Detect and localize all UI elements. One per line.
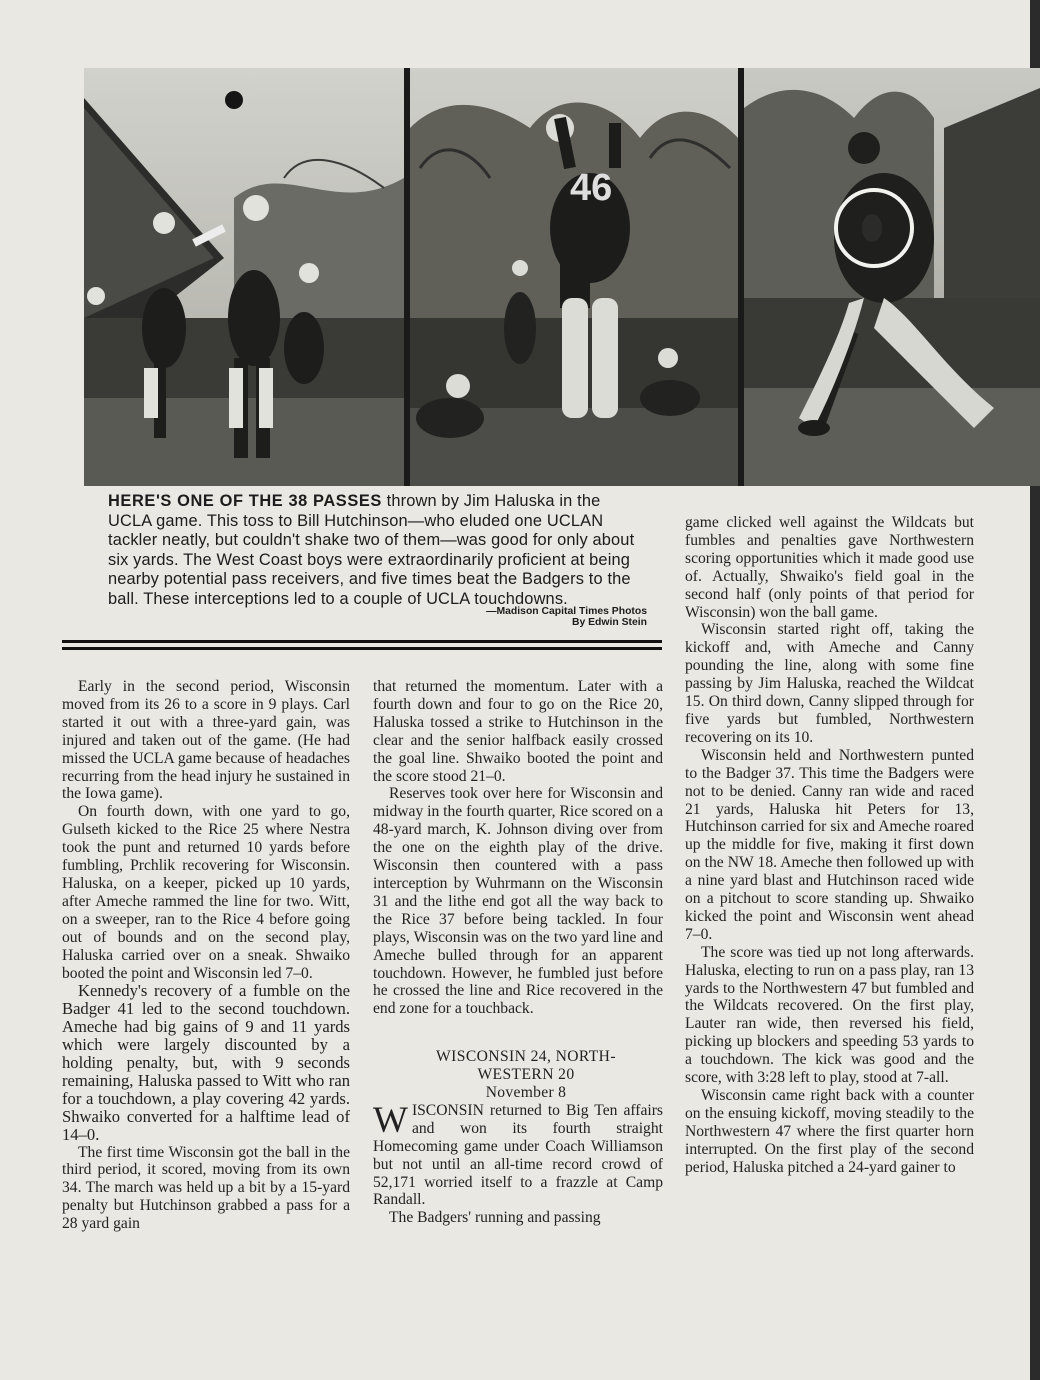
section-date: November 8 [485,1084,567,1102]
photo-caption [108,492,640,610]
section-heading-line2: WESTERN 20 [477,1066,575,1084]
article-column-2 [373,678,663,1227]
photo-receiver-catch [410,68,738,486]
paragraph: ISCONSIN returned to Big Ten affairs and won its fourth straight Homecoming game under Coach Williamson but not until an all-time record crowd of 52,171 worried itself to a frazzle at Camp Randall. [373,1101,663,1209]
paragraph: The first time Wisconsin got the ball in the third period, it scored, moving from its own 34. The march was held up a bit by a 15-yard penalty but Hutchinson grabbed a pass for a 28 yard gain [62,1143,350,1233]
paragraph: game clicked well against the Wildcats but fumbles and penalties gave Northwestern scoring opportunities which it made good use of. Actually, Shwaiko's field goal in the second half (only points of that period for Wisconsin) won the ball game. [685,514,974,621]
photo-circled-catch [744,68,1040,486]
article-column-3 [685,514,974,1177]
jersey-number: 46 [570,167,613,209]
photo-credit [447,606,647,628]
article-column-1 [62,678,350,1233]
paragraph: Wisconsin came right back with a counter on the ensuing kickoff, moving steadily to the Northwestern 47 where the first quarter horn interrupted. On the first play of the second period, Haluska pitched a 24-yard gainer to [685,1087,974,1176]
divider-rule-top [62,640,662,643]
paragraph: Wisconsin started right off, taking the kickoff and, with Ameche and Canny pounding the line, along with some fine passing by Jim Haluska, reached the Wildcat 15. On third down, Canny slipped through for five yards but fumbled, Northwestern recovering on its 10. [685,621,974,746]
paragraph: Reserves took over here for Wisconsin and midway in the fourth quarter, Rice scored on a 48-yard march, K. Johnson diving over from the one on the eighth play of the drive. Wisconsin then countered with a pass interception by Wuhrmann on the Wisconsin 31 and the lithe end got all the way back to the Rice 37 before being tackled. In four plays, Wisconsin was on the two yard line and Ameche bulled through for an apparent touchdown. However, he fumbled just before he crossed the line and Rice recovered in the end zone for a touchback. [373,785,663,1018]
paragraph: On fourth down, with one yard to go, Gulseth kicked to the Rice 25 where Nestra took the punt and returned 10 yards before fumbling, Prchlik recovering for Wisconsin. Haluska, on a keeper, picked up 10 yards, after Ameche rammed the line for two. Witt, on a sweeper, ran to the Rice 4 before going out of bounds and on the second play, Haluska carried over on a sneak. Shwaiko booted the point and Wisconsin led 7–0. [62,803,350,982]
photo-strip [84,68,1040,486]
paragraph: The score was tied up not long afterwards. Haluska, electing to run on a pass play, ran 13 yards to the Northwestern 47 but fumbled and the Wildcats recovered. On the first play, Lauter ran wide, then reversed his field, picking up blockers and speeding 53 yards to a touchdown. The kick was good and the score, with 3:28 left to play, stood at 7-all. [685,943,974,1087]
photo-credit-line1: —Madison Capital Times Photos [486,606,647,617]
caption-lead: HERE'S ONE OF THE 38 PASSES [108,492,382,510]
paragraph: Wisconsin held and Northwestern punted to the Badger 37. This time the Badgers were not to be denied. Canny ran wide and raced 21 yards, Haluska hit Peters for 13, Hutchinson carried for six and Ameche roared up the middle for five, making it first down on the NW 18. Ameche then followed up with a nine yard blast and Hutchinson raced wide on a pitchout to score standing up. Shwaiko kicked the point and Wisconsin went ahead 7–0. [685,746,974,943]
photo-credit-line2: By Edwin Stein [571,617,647,628]
drop-cap: W [373,1099,408,1141]
section-heading-line1: WISCONSIN 24, NORTH- [436,1048,616,1066]
paragraph: The Badgers' running and passing [389,1209,601,1227]
paragraph: Kennedy's recovery of a fumble on the Badger 41 led to the second touchdown. Ameche had big gains of 9 and 11 yards which were largely discounted by a holding penalty, but, with 9 seconds remaining, Haluska passed to Witt who ran for a touchdown, a play covering 42 yards. Shwaiko converted for a halftime lead of 14–0. [62,981,350,1144]
paragraph: that returned the momentum. Later with a fourth down and four to go on the Rice 20, Haluska tossed a strike to Hutchinson in the clear and the senior halfback easily crossed the goal line. Shwaiko booted the point and the score stood 21–0. [373,678,663,785]
photo-pass-thrown [84,68,404,486]
divider-rule-bottom [62,647,662,650]
paragraph: Early in the second period, Wisconsin moved from its 26 to a score in 9 plays. Carl started it out with a three-yard gain, was injured and taken out of the game. (He had missed the UCLA game because of headaches recurring from the head injury he sustained in the Iowa game). [62,678,350,803]
caption-text: thrown by Jim Haluska in the UCLA game. This toss to Bill Hutchinson—who eluded one UCLAN tackler neatly, but couldn't shake two of them—was good for only about six yards. The West Coast boys were extraordinarily proficient at being nearby potential pass receivers, and five times beat the Badgers to the ball. These interceptions led to a couple of UCLA touchdowns. [108,492,635,608]
